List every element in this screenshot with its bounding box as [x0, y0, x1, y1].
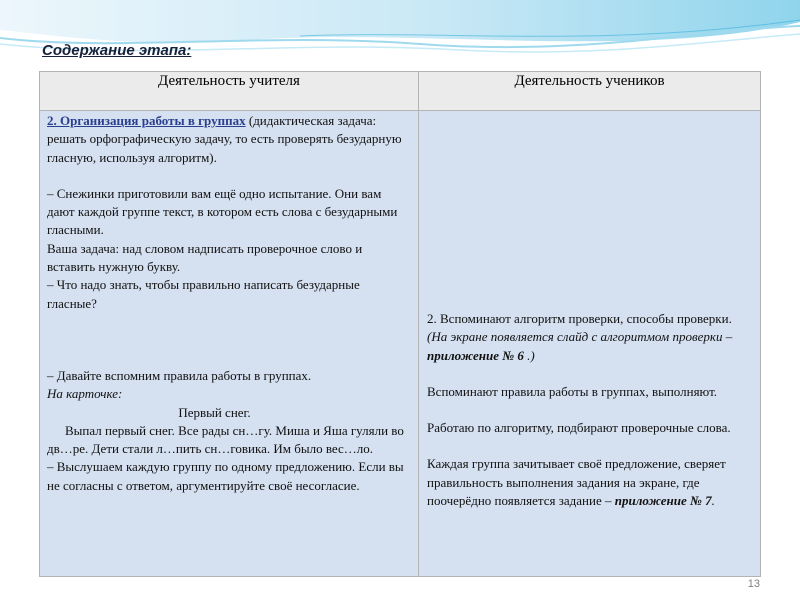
- header-students: Деятельность учеников: [419, 72, 761, 111]
- stage-heading: 2. Организация работы в группах: [47, 113, 246, 128]
- students-paragraph: [427, 455, 754, 510]
- teacher-text: – Снежинки приготовили вам ещё одно испытание. Они вам дают каждой группе текст, в котором есть слова с безударными гласными.: [47, 185, 398, 238]
- students-text: Вспоминают правила работы в группах, выполняют.: [427, 383, 718, 399]
- teacher-text: Ваша задача: над словом надписать проверочное слово и вставить нужную букву.: [47, 240, 363, 275]
- students-text-end: .: [711, 493, 715, 509]
- teacher-question: – Что надо знать, чтобы правильно написать безударные гласные?: [47, 277, 360, 311]
- teacher-text: – Давайте вспомним правила работы в группах.: [47, 367, 312, 383]
- slide-title: Содержание этапа:: [42, 42, 192, 59]
- header-teacher: Деятельность учителя: [40, 72, 419, 111]
- students-text: Работаю по алгоритму, подбирают проверочные слова.: [427, 420, 731, 436]
- appendix-ref: приложение № 7: [614, 493, 712, 509]
- card-text: Выпал первый снег. Все рады сн…гу. Миша и Яша гуляли во дв…ре. Дети стали л…пить сн…говика. Им было вес…ло.: [47, 422, 404, 457]
- teacher-cell: [40, 111, 419, 577]
- students-note: (На экране появляется слайд с алгоритмом проверки –: [427, 329, 733, 345]
- students-text: 2. Вспоминают алгоритм проверки, способы проверки.: [427, 311, 732, 326]
- teacher-text: – Выслушаем каждую группу по одному предложению. Если вы не согласны с ответом, аргументируйте своё несогласие.: [47, 459, 404, 493]
- stage-task: (дидактическая задача: решать орфографическую задачу, то есть проверять безударную гласную, используя алгоритм).: [47, 113, 402, 165]
- appendix-ref: приложение № 6: [427, 347, 524, 363]
- students-text: Каждая группа зачитывает своё предложение, сверяет правильность выполнения задания на экране, где поочерёдно появляется задание –: [427, 456, 726, 509]
- students-paragraph: [427, 310, 754, 365]
- students-cell: [419, 111, 761, 577]
- students-note-end: .): [523, 347, 535, 363]
- page-number: 13: [747, 578, 760, 590]
- teacher-heading-paragraph: [47, 112, 412, 167]
- card-label: На карточке:: [47, 386, 123, 402]
- wave-decoration: [0, 0, 800, 70]
- card-title: Первый снег.: [178, 404, 251, 420]
- activity-table: [39, 71, 761, 577]
